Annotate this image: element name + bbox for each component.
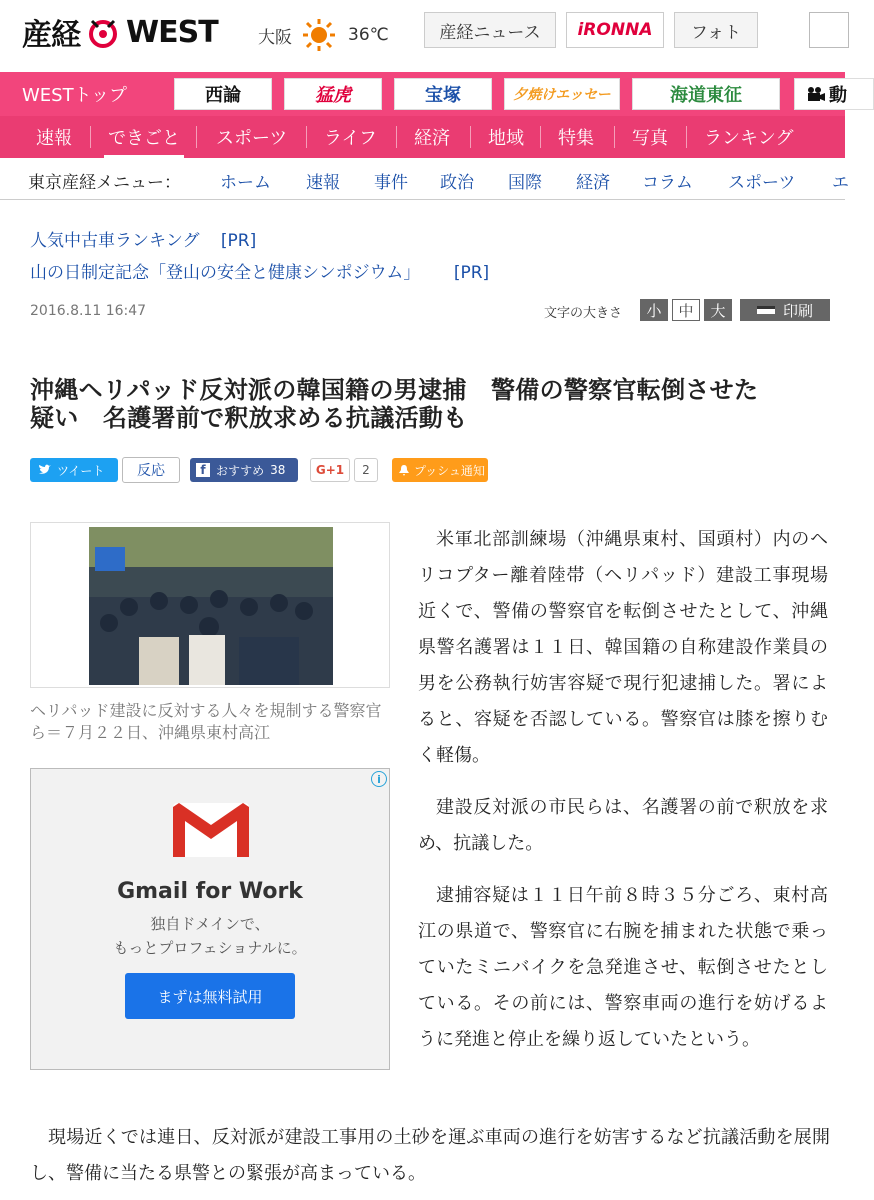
tokyo-menu-item[interactable]: 速報 [306,173,340,193]
category-takarazuka[interactable]: 宝塚 [394,78,492,110]
section-divider [396,126,397,148]
facebook-recommend-button[interactable] [190,458,298,482]
ad-info-icon[interactable]: i [371,771,387,787]
category-video-label: 動 [829,85,847,106]
section-divider [90,126,91,148]
pr-tag: [PR] [453,263,490,283]
facebook-count: 38 [270,463,286,477]
weather-widget [258,18,389,52]
category-video[interactable] [794,78,874,110]
photo-link[interactable]: フォト [674,12,758,48]
article-headline [30,376,830,432]
tweet-button[interactable] [30,458,118,482]
west-top-link[interactable]: WESTトップ [22,85,128,106]
category-yuyake-essay[interactable]: 夕焼けエッセー [504,78,620,110]
ad-subtitle-1: 独自ドメインで、 [150,915,270,933]
police-crowd-photo [89,527,333,685]
section-divider [614,126,615,148]
pr-tag: [PR] [220,231,257,251]
section-sports[interactable]: スポーツ [216,128,288,149]
section-shashin[interactable]: 写真 [632,128,668,149]
tweet-reaction-count[interactable]: 反応 [122,457,180,483]
category-nav [0,72,845,116]
top-links [424,12,768,48]
pr-link-text: 人気中古車ランキング [30,231,200,251]
section-tokushu[interactable]: 特集 [558,128,594,149]
logo-west-text: WEST [126,14,218,50]
section-divider [306,126,307,148]
ad-subtitle-2: もっとプロフェショナルに。 [113,939,307,957]
photo-caption: ヘリパッド建設に反対する人々を規制する警察官ら＝７月２２日、沖縄県東村高江 [30,701,382,742]
printer-icon [757,306,775,314]
section-chiiki[interactable]: 地域 [488,128,524,149]
logo-main-text: 産経 [22,18,80,53]
print-button[interactable] [740,299,830,321]
gmail-ad[interactable] [30,768,390,1070]
weather-temperature: 36℃ [348,25,389,45]
section-nav [0,116,845,158]
tokyo-menu-label: 東京産経メニュー： [28,173,181,193]
article-body [418,522,828,1074]
article-paragraph: 現場近くでは連日、反対派が建設工事用の土砂を運ぶ車両の進行を妨害するなど抗議活動を展開し、警備に当たる県警との緊張が高まっている。 [30,1127,830,1184]
sankei-news-link[interactable]: 産経ニュース [424,12,556,48]
push-label: プッシュ通知 [414,463,485,478]
font-size-small-button[interactable]: 小 [640,299,668,321]
bell-icon [398,464,410,476]
pr-link-text: 山の日制定記念「登山の安全と健康シンポジウム」 [30,263,421,283]
article-paragraph: 米軍北部訓練場（沖縄県東村、国頭村）内のヘリコプター離着陸帯（ヘリパッド）建設工事現場近くで、警備の警察官を転倒させたとして、沖縄県警名護署は１１日、韓国籍の自称建設作業員の男を公務執行妨害容疑で現行犯逮捕した。署によると、容疑を否認している。警察官は膝を擦りむく軽傷。 [418,529,828,766]
section-divider [686,126,687,148]
font-size-large-button[interactable]: 大 [704,299,732,321]
category-kaido-tosei[interactable]: 海道東征 [632,78,780,110]
facebook-label: おすすめ [216,463,265,478]
print-label: 印刷 [782,301,813,320]
gmail-icon [171,799,251,859]
tokyo-menu-item[interactable]: 政治 [440,173,474,193]
section-ranking[interactable]: ランキング [704,128,794,149]
sun-icon [302,18,336,52]
category-seiron[interactable]: 西論 [174,78,272,110]
headline-line-2: 疑い 名護署前で釈放求める抗議活動も [30,404,468,432]
section-divider [196,126,197,148]
font-size-label: 文字の大きさ [544,306,623,321]
tokyo-menu-item[interactable]: コラム [642,173,693,193]
section-keizai[interactable]: 経済 [414,128,450,149]
section-dekigoto[interactable]: できごと [108,116,180,158]
font-size-medium-button[interactable]: 中 [672,299,700,321]
pr-link[interactable] [30,226,256,251]
sankei-logo-icon [86,15,120,49]
pr-link[interactable] [30,258,489,283]
facebook-icon: f [196,463,210,477]
ironna-link[interactable]: iRONNA [566,12,664,48]
category-moko[interactable]: 猛虎 [284,78,382,110]
headline-line-1: 沖縄ヘリパッド反対派の韓国籍の男逮捕 警備の警察官転倒させた [30,376,759,404]
google-plus-button[interactable]: G+1 [310,458,350,482]
video-camera-icon [807,86,825,102]
tokyo-menu-item[interactable]: 経済 [576,173,610,193]
ad-cta-button[interactable]: まずは無料試用 [125,973,295,1019]
article-paragraph: 逮捕容疑は１１日午前８時３５分ごろ、東村高江の県道で、警察官に右腕を捕まれた状態で乗っていたミニバイクを急発進させ、転倒させたとしている。その前には、警察車両の進行を妨げるように発進と停止を繰り返していたという。 [418,885,828,1050]
section-sokuho[interactable]: 速報 [36,128,72,149]
tokyo-menu [0,158,849,200]
tokyo-menu-item[interactable]: スポーツ [728,173,796,193]
article-date: 2016.8.11 16:47 [30,303,147,319]
site-header [0,0,845,72]
google-plus-count: 2 [354,458,378,482]
tweet-label: ツイート [57,463,105,478]
push-notification-button[interactable] [392,458,488,482]
tokyo-menu-item[interactable]: 事件 [374,173,408,193]
site-logo[interactable] [22,10,218,54]
search-input[interactable] [809,12,849,48]
tokyo-menu-item[interactable]: ホーム [220,173,271,193]
tokyo-menu-item[interactable]: 国際 [508,173,542,193]
section-divider [540,126,541,148]
tokyo-menu-item[interactable]: エ [832,173,849,193]
ad-title: Gmail for Work [117,879,303,904]
article-paragraph: 建設反対派の市民らは、名護署の前で釈放を求め、抗議した。 [418,797,828,854]
section-life[interactable]: ライフ [324,128,377,149]
twitter-bird-icon [38,464,52,476]
weather-city: 大阪 [258,27,292,48]
article-photo[interactable] [30,522,390,688]
section-divider [470,126,471,148]
